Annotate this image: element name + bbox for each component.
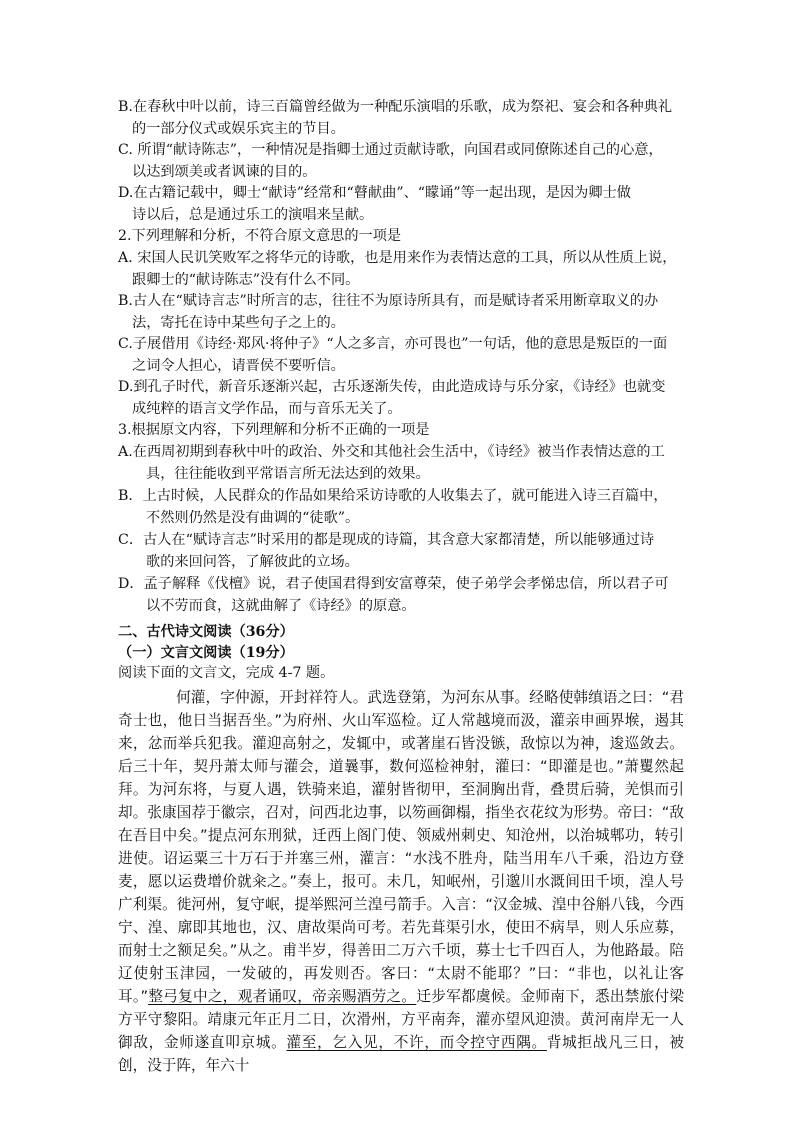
q1-option-b-line2: 的一部分仪式或娱乐宾主的节目。 [132, 120, 345, 137]
q2-option-d-line2: 成纯粹的语言文学作品，而与音乐无关了。 [132, 400, 402, 417]
q2-option-a-line2: 跟卿士的“献诗陈志”没有什么不同。 [132, 271, 360, 288]
q3-option-c-line1: C．古人在“赋诗言志”时采用的都是现成的诗篇，其含意大家都清楚，所以能够通过诗 [118, 532, 655, 548]
q1-option-d-line2: 诗以后，总是通过乐工的演唱来呈献。 [132, 206, 374, 223]
q3-option-d [118, 574, 688, 617]
q3-option-d-line1: D．孟子解释《伐檀》说，君子使国君得到安富尊荣，使子弟学会孝悌忠信，所以君子可 [118, 576, 669, 592]
q2-option-c-line2: 之词令人担心，请晋侯不要听信。 [132, 357, 345, 374]
q2-option-a-line1: A. 宋国人民讥笑败军之将华元的诗歌，也是用来作为表情达意的工具，所以从性质上说， [118, 250, 677, 266]
section-subtitle: （一）文言文阅读（19分） [118, 645, 294, 661]
q3-option-b-line2: 不然则仍然是没有曲调的“徒歌”。 [146, 509, 360, 526]
q1-option-d [118, 183, 688, 226]
q2-option-d-line1: D.到孔子时代，新音乐逐渐兴起，古乐逐渐失传，由此造成诗与乐分家，《诗经》也就变 [118, 379, 666, 395]
q3-option-b [118, 486, 688, 529]
q3-option-a-line1: A.在西周初期到春秋中叶的政治、外交和其他社会生活中，《诗经》被当作表情达意的工 [118, 444, 665, 460]
q2-option-c [118, 334, 688, 377]
passage-text-part2: 迁步军都虞候。金师南下，悉出禁旅付梁方平守黎阳。靖康元年正月二日，次滑州，方平南奔，灌亦望风迎溃。黄河南岸无一人御敌，金师遂直叩京城。 [118, 988, 684, 1051]
classical-passage [118, 686, 684, 1077]
q3-option-a [118, 442, 688, 485]
q1-option-c [118, 140, 688, 183]
q2-option-a [118, 248, 688, 291]
reading-instruction: 阅读下面的文言文，完成 4-7 题。 [118, 665, 335, 681]
q2-option-c-line1: C.子展借用《诗经·郑风·将仲子》“人之多言，亦可畏也”一句话，他的意思是叛臣的一面 [118, 336, 668, 352]
q3-option-c [118, 530, 688, 573]
q1-option-c-line2: 以达到颂美或者讽谏的目的。 [132, 163, 317, 180]
q3-stem: 3.根据原文内容，下列理解和分析不正确的一项是 [118, 422, 430, 438]
q2-option-b-line1: B.古人在“赋诗言志”时所言的志，往往不为原诗所具有，而是赋诗者采用断章取义的办 [118, 293, 659, 309]
passage-text-part1: 何灌，字仲源，开封祥符人。武选登第，为河东从事。经略使韩缜语之曰：“君奇士也，他日当据吾坐。”为府州、火山军巡检。辽人常越境而汲，灌亲申画界堠，遏其来，忿而举兵犯我。灌迎高射之，发辄中，或著崖石皆没镞，敌惊以为神，逡巡敛去。后三十年，契丹萧太师与灌会，道曩事，数何巡检神射，灌曰：“即灌是也。”萧矍然起拜。为河东将，与夏人遇，铁骑来追，灌射皆彻甲，至洞胸出背，叠贯后骑，羌惧而引却。张康国荐于徽宗，召对，问西北边事，以笏画御榻，指坐衣花纹为形势。帝曰：“敌在吾目中矣。”提点河东刑狱，迁西上阁门使、领威州刺史、知沧州，以治城郫功，转引进使。诏运粟三十万石于并塞三州，灌言：“水浅不胜舟，陆当用车八千乘，沿边方登麦，愿以运费增价就籴之。”奏上，报可。未几，知岷州，引邈川水溉间田千顷，湟人号广利渠。徙河州，复守岷，提举熙河兰湟弓箭手。入言：“汉金城、湟中谷斛八钱，今西宁、湟、廓即其地也，汉、唐故渠尚可考。若先葺渠引水，使田不病旱，则人乐应募，而射士之额足矣。”从之。甫半岁，得善田二万六千顷，募士七千四百人，为他路最。陪辽使射玉津园，一发破的，再发则否。客曰：“太尉不能耶？”曰：“非也，以礼让客耳。” [118, 689, 684, 1005]
section-title: 二、古代诗文阅读（36分） [118, 624, 294, 640]
q2-option-d [118, 377, 688, 420]
passage-underlined-sentence-2: 灌至，乞入见，不许，而令控守西隅。 [286, 1034, 547, 1051]
q1-option-b [118, 97, 688, 140]
q3-option-a-line2: 具，往往能收到平常语言所无法达到的效果。 [146, 465, 430, 482]
passage-underlined-sentence-1: 整弓复中之，观者诵叹，帝亲赐酒劳之。 [148, 988, 417, 1005]
q3-option-b-line1: B．上古时候，人民群众的作品如果给采访诗歌的人收集去了，就可能进入诗三百篇中， [118, 488, 668, 504]
q2-option-b [118, 291, 688, 334]
q1-option-d-line1: D.在古籍记载中，卿士“献诗”经常和“瞽献曲”、“矇诵”等一起出现，是因为卿士做 [118, 185, 631, 201]
q2-stem: 2.下列理解和分析，不符合原文意思的一项是 [118, 228, 402, 244]
q3-option-d-line2: 以不劳而食，这就曲解了《诗经》的原意。 [146, 597, 416, 614]
q1-option-b-line1: B.在春秋中叶以前，诗三百篇曾经做为一种配乐演唱的乐歌，成为祭祀、宴会和各种典礼 [118, 99, 673, 115]
q1-option-c-line1: C. 所谓“献诗陈志”，一种情况是指卿士通过贡献诗歌，向国君或同僚陈述自己的心意， [118, 142, 663, 158]
q2-option-b-line2: 法，寄托在诗中某些句子之上的。 [132, 314, 345, 331]
passage-text-part3: 背城拒战凡三日，被创，没于阵，年六十 [118, 1034, 684, 1074]
q3-option-c-line2: 歌的来回问答，了解彼此的立场。 [146, 553, 359, 570]
